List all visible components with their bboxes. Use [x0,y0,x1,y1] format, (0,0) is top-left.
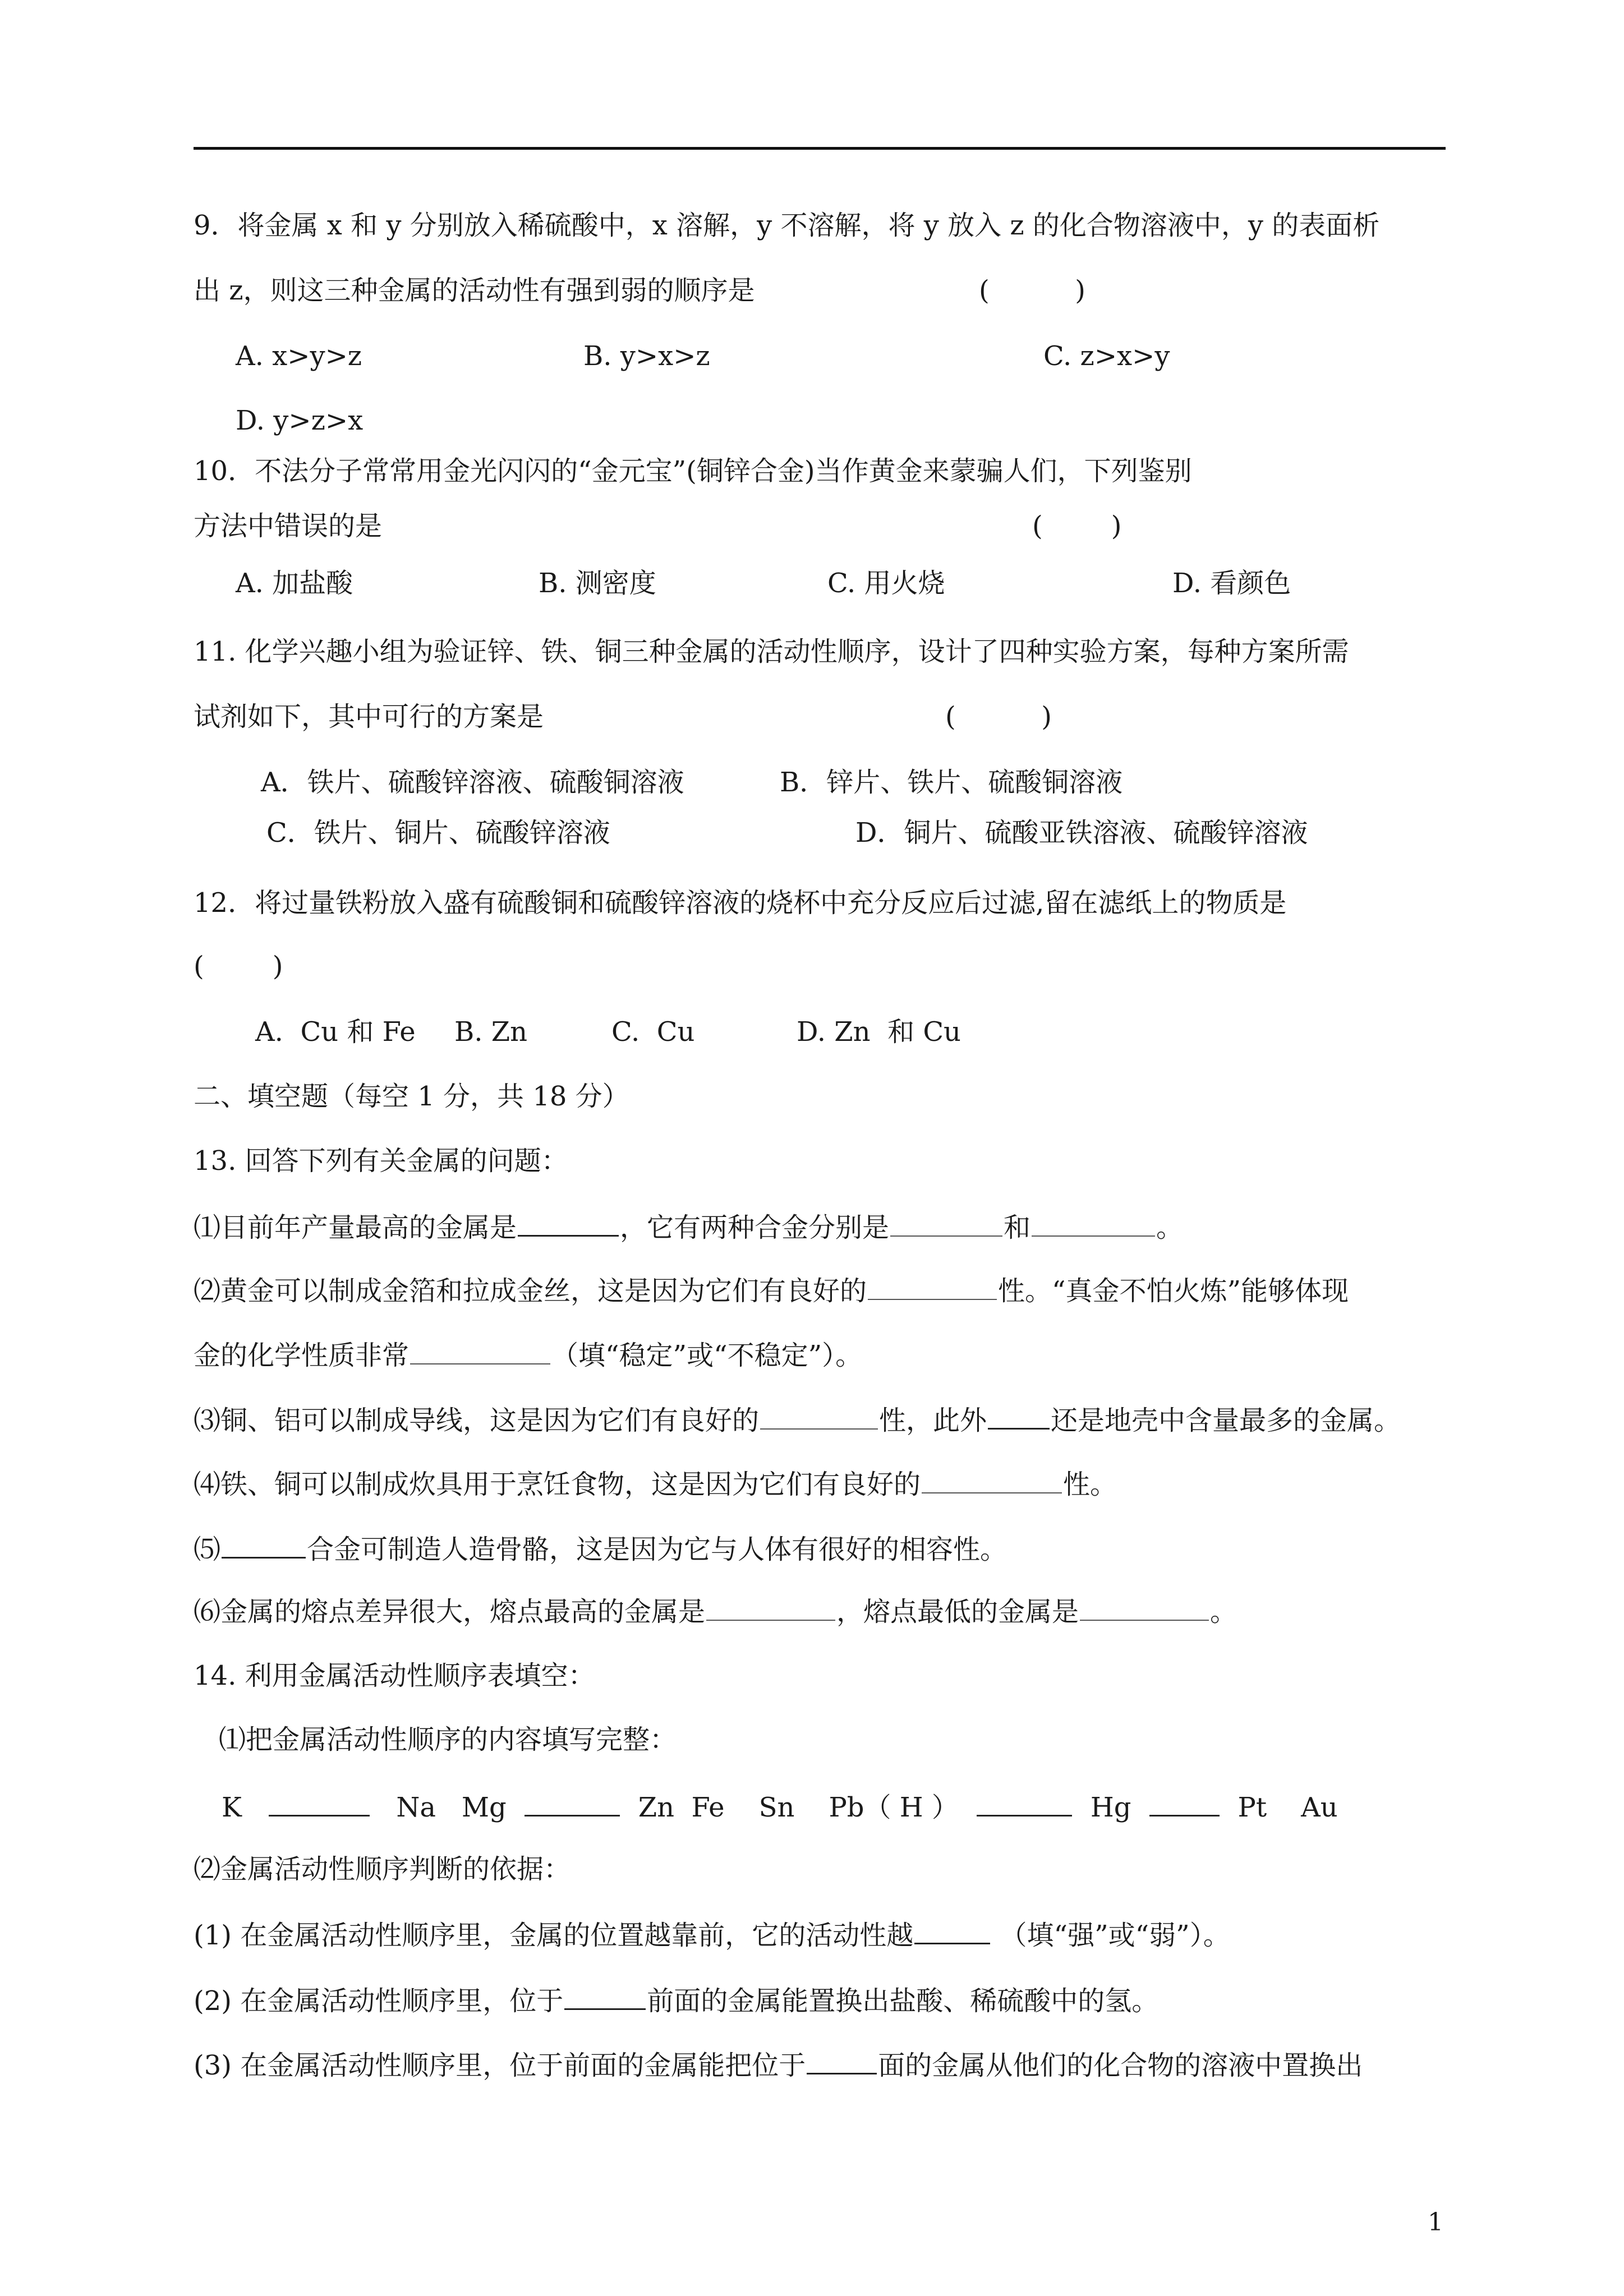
q13-blank-4[interactable] [868,1273,997,1300]
q13-item2-text-d: （填“稳定”或“不稳定”）。 [551,1340,863,1371]
q12-option-c: C. Cu [611,1016,695,1048]
q13-item1-text-b: ，它有两种合金分别是 [620,1212,890,1243]
q9-line2: 出 z，则这三种金属的活动性有强到弱的顺序是 [194,275,755,306]
q13-item2-text-c: 金的化学性质非常 [194,1340,410,1371]
q14-blank-position[interactable] [807,2047,877,2074]
q14-sequence [222,1789,1338,1824]
seq-blank-3[interactable] [977,1789,1072,1816]
q12-option-d: D. Zn 和 Cu [797,1016,961,1048]
q13-title: 13. 回答下列有关金属的问题： [194,1145,568,1177]
q10-option-c: C. 用火烧 [827,568,945,599]
q13-item6-text-c: 。 [1210,1596,1237,1628]
q13-item1-text-a: ⑴目前年产量最高的金属是 [194,1212,517,1243]
q13-item5-text-b: 合金可制造人造骨骼，这是因为它与人体有很好的相容性。 [307,1534,1007,1565]
q9-paren: ( ) [979,275,1086,306]
q13-item5-text-a: ⑸ [194,1534,221,1565]
page-number: 1 [1428,2208,1443,2237]
q13-item4-text-a: ⑷铁、铜可以制成炊具用于烹饪食物，这是因为它们有良好的 [194,1469,921,1500]
q9-option-b: B. y>x>z [583,340,710,372]
q10-line1: 10．不法分子常常用金光闪闪的“金元宝”(铜锌合金)当作黄金来蒙骗人们，下列鉴别 [194,455,1192,487]
header-rule [194,147,1446,150]
q13-item6 [194,1594,1237,1629]
q13-item2-text-b: 性。“真金不怕火炼”能够体现 [998,1275,1349,1307]
q11-option-d: D．铜片、硫酸亚铁溶液、硫酸锌溶液 [855,817,1308,849]
q13-blank-9[interactable] [222,1531,306,1559]
q14-rule1-text-a: (1) 在金属活动性顺序里，金属的位置越靠前，它的活动性越 [194,1920,914,1951]
q13-blank-3[interactable] [1032,1210,1155,1237]
q13-item3-text-c: 还是地壳中含量最多的金属。 [1051,1405,1401,1436]
q10-line2: 方法中错误的是 [194,510,383,542]
q9-option-c: C. z>x>y [1043,340,1170,372]
q11-option-b: B．锌片、铁片、硫酸铜溶液 [780,767,1123,798]
q13-item5 [194,1531,1007,1566]
q13-item3-text-b: 性，此外 [879,1405,987,1436]
q14-blank-strength[interactable] [914,1917,990,1944]
q13-item4-text-b: 性。 [1063,1469,1117,1500]
q14-part2: ⑵金属活动性顺序判断的依据： [194,1854,571,1885]
seq-blank-2[interactable] [525,1789,620,1816]
q13-blank-6[interactable] [760,1403,878,1430]
q14-part1: ⑴把金属活动性顺序的内容填写完整： [219,1724,677,1755]
q10-option-a: A. 加盐酸 [236,568,353,599]
q10-option-d: D. 看颜色 [1172,568,1291,599]
q13-blank-5[interactable] [410,1338,550,1364]
seq-blank-1[interactable] [269,1789,370,1816]
q12-paren: ( ) [194,951,283,982]
q11-option-a: A．铁片、硫酸锌溶液、硫酸铜溶液 [261,767,684,798]
q13-item2 [194,1273,1349,1308]
q11-option-c: C．铁片、铜片、硫酸锌溶液 [266,817,610,849]
q14-rule2-text-a: (2) 在金属活动性顺序里，位于 [194,1985,564,2017]
q9-option-a: A. x>y>z [236,340,362,372]
q12-line1: 12．将过量铁粉放入盛有硫酸铜和硫酸锌溶液的烧杯中充分反应后过滤,留在滤纸上的物质是 [194,887,1287,919]
q12-option-b: B. Zn [454,1016,528,1048]
q13-item3-text-a: ⑶铜、铝可以制成导线，这是因为它们有良好的 [194,1405,760,1436]
q13-blank-7[interactable] [988,1402,1050,1430]
q11-line1: 11. 化学兴趣小组为验证锌、铁、铜三种金属的活动性顺序，设计了四种实验方案，每种方案所需 [194,636,1349,667]
seq-k: K [222,1792,242,1823]
q14-rule3-text-b: 面的金属从他们的化合物的溶液中置换出 [878,2050,1363,2081]
q13-blank-10[interactable] [706,1594,835,1621]
q14-rule2 [194,1983,1158,2018]
q10-paren: ( ) [1032,510,1122,542]
q13-blank-8[interactable] [922,1467,1062,1493]
q14-rule2-text-b: 前面的金属能置换出盐酸、稀硫酸中的氢。 [647,1985,1159,2017]
q14-rule3 [194,2047,1363,2082]
q9-option-d: D. y>z>x [236,405,364,436]
seq-hg: Hg [1090,1792,1131,1823]
q13-item2-cont [194,1338,862,1372]
q13-blank-2[interactable] [890,1210,1002,1237]
seq-na-mg: Na Mg [396,1792,507,1823]
q13-blank-1[interactable] [518,1209,619,1237]
q14-rule1-text-b: （填“强”或“弱”）。 [1000,1920,1230,1951]
q11-line2: 试剂如下，其中可行的方案是 [194,701,544,732]
q13-item3 [194,1402,1401,1437]
q13-item1-text-d: 。 [1156,1212,1184,1243]
q10-option-b: B. 测密度 [539,568,656,599]
q14-rule1 [194,1917,1230,1952]
q14-blank-hydrogen[interactable] [564,1983,646,2010]
q12-option-a: A. Cu 和 Fe [255,1016,416,1048]
q13-item2-text-a: ⑵黄金可以制成金箔和拉成金丝，这是因为它们有良好的 [194,1275,867,1307]
seq-zn-h: Zn Fe Sn Pb（ H ） [638,1792,959,1823]
section-fill-in-heading: 二、填空题（每空 1 分，共 18 分） [194,1081,629,1112]
q14-title: 14. 利用金属活动性顺序表填空： [194,1660,595,1691]
q13-item4 [194,1467,1117,1501]
seq-blank-4[interactable] [1149,1789,1220,1816]
q14-rule3-text-a: (3) 在金属活动性顺序里，位于前面的金属能把位于 [194,2050,806,2081]
q11-paren: ( ) [945,701,1052,732]
q13-item1 [194,1209,1183,1244]
q13-blank-11[interactable] [1080,1594,1209,1621]
q13-item6-text-b: ，熔点最低的金属是 [836,1596,1079,1628]
q13-item1-text-c: 和 [1004,1212,1031,1243]
seq-pt-au: Pt Au [1237,1792,1338,1823]
q13-item6-text-a: ⑹金属的熔点差异很大，熔点最高的金属是 [194,1596,706,1628]
q9-line1: 9．将金属 x 和 y 分别放入稀硫酸中，x 溶解，y 不溶解，将 y 放入 z 的化合物溶液中，y 的表面析 [194,210,1380,241]
